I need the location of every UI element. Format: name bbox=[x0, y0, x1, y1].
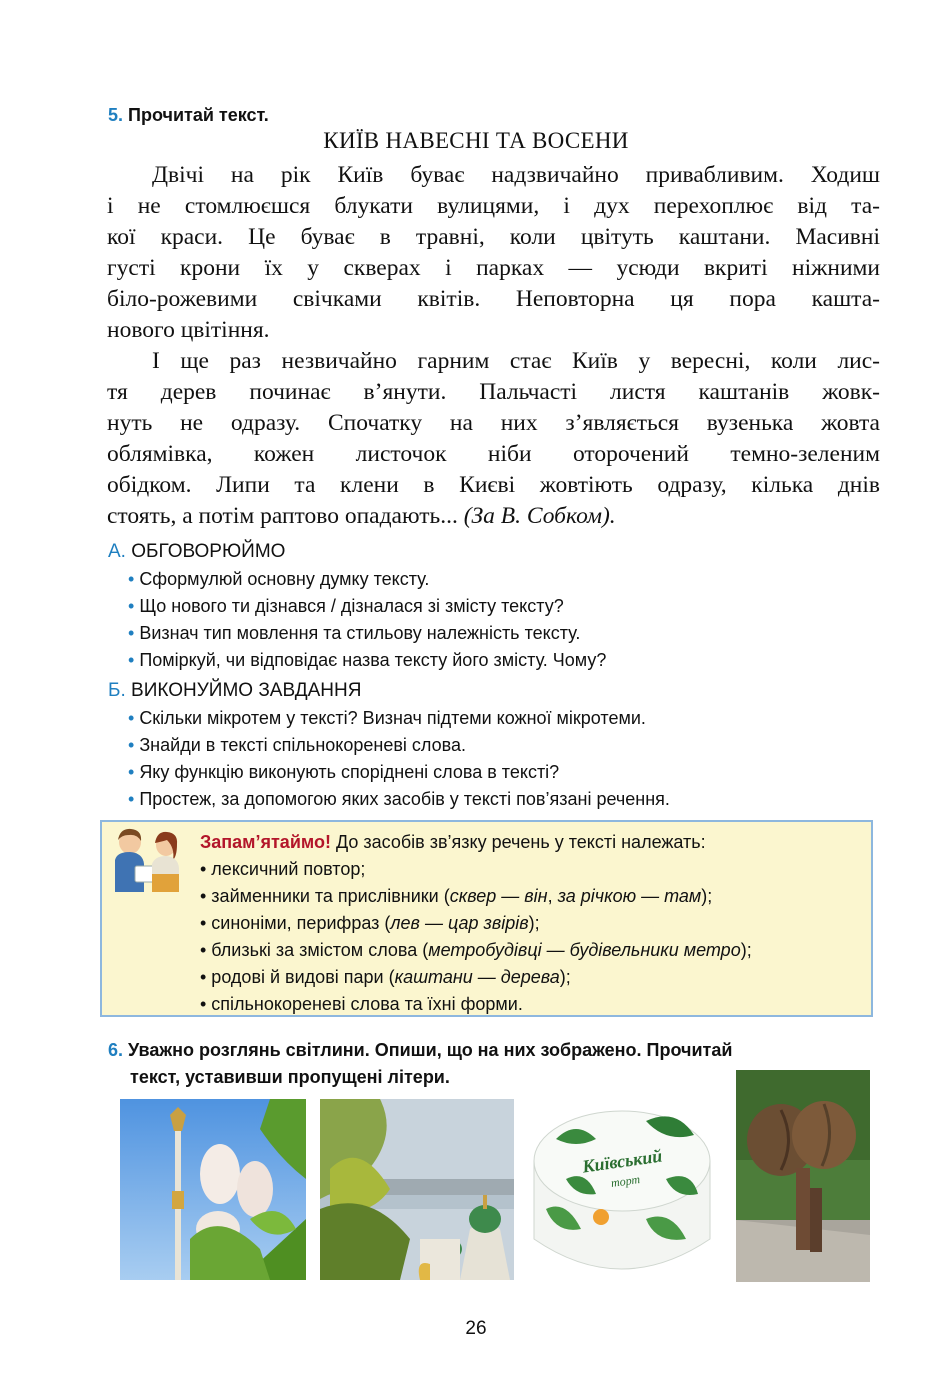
text-line: облямівка, кожен листочок ніби оторочений темно-зеленим bbox=[107, 441, 880, 467]
photo-chestnut-river-view bbox=[320, 1099, 514, 1280]
list-item bbox=[128, 647, 606, 674]
text-line: нового цвітіння. bbox=[107, 317, 270, 343]
list-item bbox=[128, 786, 670, 813]
story-title: КИЇВ НАВЕСНІ ТА ВОСЕНИ bbox=[323, 128, 629, 153]
item-text: ); bbox=[701, 886, 713, 906]
section-b-questions bbox=[128, 705, 670, 813]
bullet-icon: • bbox=[128, 623, 135, 643]
task-instruction: Уважно розглянь світлини. Опиши, що на них зображено. Прочитай bbox=[128, 1040, 733, 1060]
students-illustration bbox=[107, 826, 189, 894]
example-text: каштани — дерева bbox=[394, 967, 560, 987]
list-item bbox=[128, 620, 606, 647]
list-item-text: Простеж, за допомогою яких засобів у тексті пов’язані речення. bbox=[139, 789, 670, 809]
text-line: густі крони їх у скверах і парках — усюди вкриті ніжними bbox=[107, 255, 880, 281]
list-item bbox=[128, 566, 606, 593]
example-text: за річкою — там bbox=[557, 886, 702, 906]
photo-kyiv-cake-box bbox=[526, 1099, 717, 1280]
example-text: сквер — він bbox=[449, 886, 548, 906]
bullet-icon: • bbox=[128, 762, 135, 782]
remember-content bbox=[200, 829, 752, 1018]
story-paragraph-1 bbox=[107, 160, 880, 346]
text-line bbox=[107, 501, 880, 532]
task-instruction: Прочитай текст. bbox=[128, 105, 269, 125]
item-text: ); bbox=[528, 913, 540, 933]
section-label: ВИКОНУЙМО ЗАВДАННЯ bbox=[131, 680, 362, 701]
bullet-icon: • bbox=[128, 789, 135, 809]
photo-chestnut-sculpture bbox=[736, 1070, 870, 1282]
remember-intro-line bbox=[200, 829, 752, 856]
text-line: тя дерев починає в’янути. Пальчасті листя каштанів жовк- bbox=[107, 379, 880, 405]
section-letter: Б. bbox=[108, 680, 126, 701]
section-b-title bbox=[108, 680, 361, 702]
list-item-text: Поміркуй, чи відповідає назва тексту його змісту. Чому? bbox=[139, 650, 607, 670]
cake-brand-subtext: торт bbox=[610, 1172, 641, 1191]
remember-item bbox=[200, 910, 752, 937]
list-item-text: Скільки мікротем у тексті? Визнач підтеми кожної мікротеми. bbox=[139, 708, 646, 728]
text-line: І ще раз незвичайно гарним стає Київ у вересні, коли лис- bbox=[152, 348, 880, 374]
author-attribution: (За В. Собком). bbox=[463, 503, 616, 529]
item-text: • близькі за змістом слова ( bbox=[200, 940, 429, 960]
bullet-icon: • bbox=[128, 708, 135, 728]
cake-brand-text: Київський bbox=[580, 1145, 664, 1177]
remember-intro: До засобів зв’язку речень у тексті належать: bbox=[335, 832, 706, 852]
bullet-icon: • bbox=[128, 735, 135, 755]
text-line: Двічі на рік Київ буває надзвичайно привабливим. Ходиш bbox=[152, 162, 880, 188]
bullet-icon: • bbox=[128, 596, 135, 616]
section-letter: А. bbox=[108, 541, 126, 562]
item-text: ); bbox=[740, 940, 752, 960]
bullet-icon: • bbox=[128, 569, 135, 589]
remember-item bbox=[200, 937, 752, 964]
task-6-heading bbox=[108, 1037, 732, 1091]
text-line: кої краси. Це буває в травні, коли цвітуть каштани. Масивні bbox=[107, 224, 880, 250]
text-line: і не стомлюєшся блукати вулицями, і дух перехоплює від та- bbox=[107, 193, 880, 219]
item-text: • синоніми, перифраз ( bbox=[200, 913, 391, 933]
example-text: лев — цар звірів bbox=[390, 913, 529, 933]
section-a-title bbox=[108, 541, 285, 563]
story-paragraph-2 bbox=[107, 346, 880, 532]
list-item bbox=[128, 705, 670, 732]
item-text: • родові й видові пари ( bbox=[200, 967, 395, 987]
task-instruction: текст, уставивши пропущені літери. bbox=[130, 1067, 450, 1087]
list-item-text: Визнач тип мовлення та стильову належність тексту. bbox=[139, 623, 581, 643]
task-number: 5. bbox=[108, 105, 124, 125]
photo-chestnut-blossoms-monument bbox=[120, 1099, 306, 1280]
item-text: • займенники та прислівники ( bbox=[200, 886, 450, 906]
item-text: ); bbox=[559, 967, 571, 987]
list-item-text: Знайди в тексті спільнокореневі слова. bbox=[139, 735, 466, 755]
text-line: нуть не одразу. Спочатку на них з’являється вузенька жовта bbox=[107, 410, 880, 436]
section-label: ОБГОВОРЮЙМО bbox=[131, 541, 286, 562]
remember-item: • лексичний повтор; bbox=[200, 859, 366, 879]
bullet-icon: • bbox=[128, 650, 135, 670]
text-line: обідком. Липи та клени в Києві жовтіють одразу, кілька днів bbox=[107, 472, 880, 498]
list-item bbox=[128, 759, 670, 786]
list-item bbox=[128, 732, 670, 759]
remember-heading: Запам’ятаймо! bbox=[200, 832, 331, 852]
list-item-text: Що нового ти дізнався / дізналася зі змісту тексту? bbox=[139, 596, 564, 616]
page-number: 26 bbox=[465, 1318, 487, 1339]
example-text: метробудівці — будівельники метро bbox=[428, 940, 741, 960]
item-text: , bbox=[547, 886, 558, 906]
list-item bbox=[128, 593, 606, 620]
section-a-questions bbox=[128, 566, 606, 674]
list-item-text: Сформулюй основну думку тексту. bbox=[139, 569, 430, 589]
remember-item: • спільнокореневі слова та їхні форми. bbox=[200, 994, 523, 1014]
list-item-text: Яку функцію виконують споріднені слова в тексті? bbox=[139, 762, 560, 782]
remember-item bbox=[200, 883, 752, 910]
task-6-line-1 bbox=[108, 1037, 732, 1064]
task-number: 6. bbox=[108, 1040, 124, 1060]
task-5-heading bbox=[108, 105, 269, 126]
text-line-body: стоять, а потім раптово опадають... bbox=[107, 503, 458, 529]
text-line: біло-рожевими свічками квітів. Неповторна ця пора кашта- bbox=[107, 286, 880, 312]
remember-item bbox=[200, 964, 752, 991]
